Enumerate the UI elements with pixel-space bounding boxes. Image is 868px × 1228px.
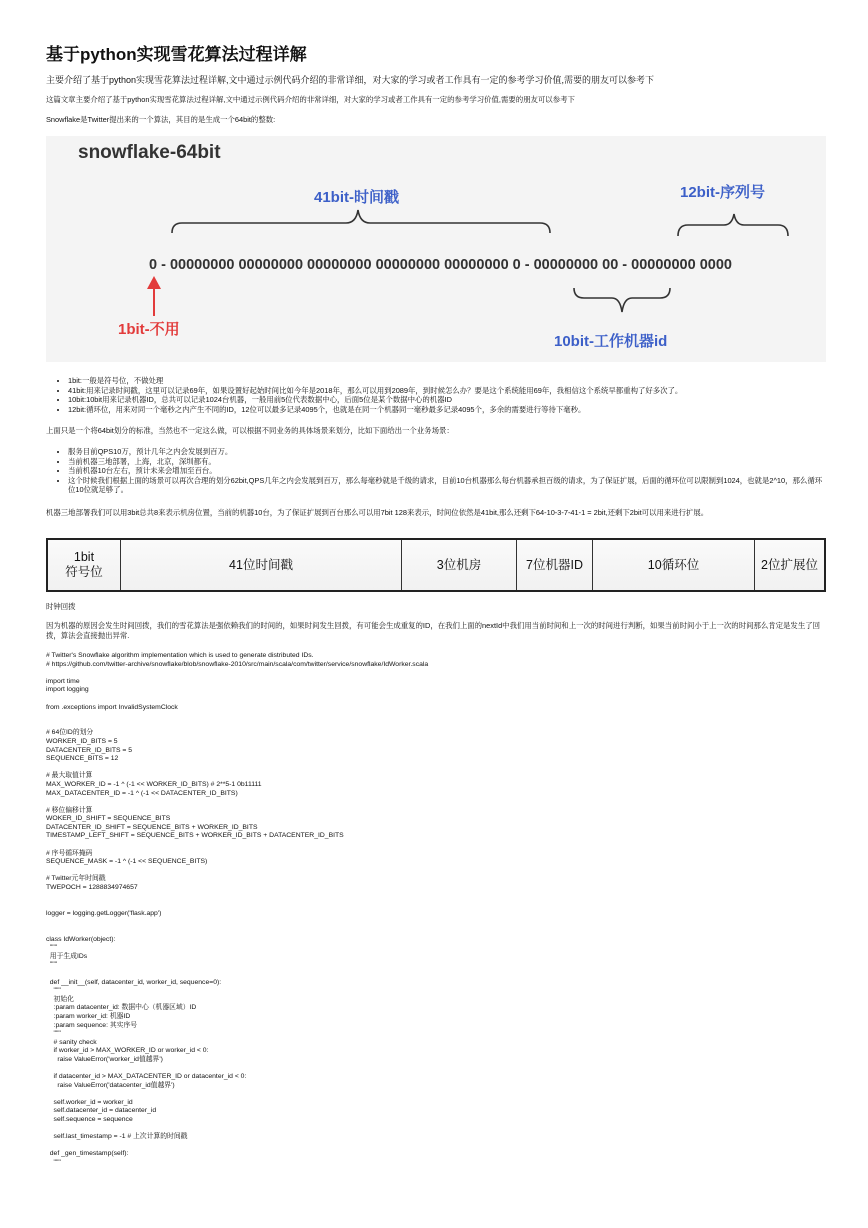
article-paragraph-6: 因为机器的原因会发生时间回拨，我们的雪花算法是强依赖我们的时间的，如果时间发生回拨，有可能会生成重复的ID，在我们上面的nextId中我们用当前时间和上一次的时间进行判断，如果当前时间小于上一次的时间那么肯定是发生了回拨，算法会直接抛出异常. — [46, 621, 820, 640]
table-cell-machine: 7位机器ID — [517, 540, 593, 590]
brace-timestamp — [172, 210, 550, 233]
table-cell-extension: 2位扩展位 — [761, 557, 818, 572]
bits-string: 0 - 00000000 00000000 00000000 00000000 00000000 0 - 00000000 00 - 00000000 0000 — [149, 257, 732, 273]
article-intro: 主要介绍了基于python实现雪花算法过程详解,文中通过示例代码介绍的非常详细，对大家的学习或者工作具有一定的参考学习价值,需要的朋友可以参考下 — [46, 75, 655, 85]
label-timestamp: 41bit-时间戳 — [314, 189, 400, 206]
scenario-list — [46, 447, 828, 495]
label-machine: 10bit-工作机器id — [554, 333, 668, 350]
list-item: • 当前机器三地部署，上海，北京，深圳都有。 — [68, 457, 828, 467]
list-item: • 这个时候我们根据上面的场景可以再次合理的划分62bit,QPS几年之内会发展到百万，那么每毫秒就是千级的请求，目前10台机器那么每台机器承担百级的请求，为了保证扩展，后面的循环位可以限制到1024，也就是2^10，那么循环位10位就足够了。 — [68, 476, 828, 495]
list-item: • 服务目前QPS10万，预计几年之内会发展到百万。 — [68, 447, 828, 457]
article-paragraph-1: 这篇文章主要介绍了基于python实现雪花算法过程详解,文中通过示例代码介绍的非常详细，对大家的学习或者工作具有一定的参考学习价值,需要的朋友可以参考下 — [46, 95, 575, 104]
code-block: # Twitter's Snowflake algorithm implementation which is used to generate distributed IDs. # https://github.com/twitter-archive/snowflake/blob/snowflake-2010/src/main/scala/com/twitter/service/snowflake/IdWorker.scala import time import logging from .exceptions import InvalidSystemClock # 64位ID的划分 WORKER_ID_BITS = 5 DATACENTER_ID_BITS = 5 SEQUENCE_BITS = 12 # 最大取值计算 MAX_WORKER_ID = -1 ^ (-1 << WORKER_ID_BITS) # 2**5-1 0b11111 MAX_DATACENTER_ID = -1 ^ (-1 << DATACENTER_ID_BITS) # 移位偏移计算 WOKER_ID_SHIFT = SEQUENCE_BITS DATACENTER_ID_SHIFT = SEQUENCE_BITS + WORKER_ID_BITS TIMESTAMP_LEFT_SHIFT = SEQUENCE_BITS + WORKER_ID_BITS + DATACENTER_ID_BITS # 序号循环掩码 SEQUENCE_MASK = -1 ^ (-1 << SEQUENCE_BITS) # Twitter元年时间戳 TWEPOCH = 1288834974657 logger = logging.getLogger('flask.app') class IdWorker(object): """ 用于生成IDs """ def __init__(self, datacenter_id, worker_id, sequence=0): """ 初始化 :param datacenter_id: 数据中心（机器区域）ID :param worker_id: 机器ID :param sequence: 其实序号 """ # sanity check if worker_id > MAX_WORKER_ID or worker_id < 0: raise ValueError('worker_id值越界') if datacenter_id > MAX_DATACENTER_ID or datacenter_id < 0: raise ValueError('datacenter_id值越界') self.worker_id = worker_id self.datacenter_id = datacenter_id self.sequence = sequence self.last_timestamp = -1 # 上次计算的时间戳 def _gen_timestamp(self): """ — [46, 652, 429, 1167]
table-cell-datacenter: 3位机房 — [402, 540, 517, 590]
label-sequence: 12bit-序列号 — [680, 184, 766, 201]
list-item: • 41bit:用来记录时间戳，这里可以记录69年，如果设置好起始时间比如今年是2018年，那么可以用到2089年，到时候怎么办？要是这个系统能用69年，我相信这个系统早都重构了好多次了。 — [68, 386, 828, 396]
article-paragraph-3: 上面只是一个将64bit划分的标准，当然也不一定这么做，可以根据不同业务的具体场景来划分，比如下面给出一个业务场景： — [46, 426, 454, 435]
label-unused: 1bit-不用 — [118, 321, 180, 338]
table-cell-sequence: 10循环位 — [593, 540, 755, 590]
article-title: 基于python实现雪花算法过程详解 — [46, 45, 307, 64]
list-item: • 10bit:10bit用来记录机器ID，总共可以记录1024台机器，一般用前5位代表数据中心，后面5位是某个数据中心的机器ID — [68, 395, 828, 405]
article-paragraph-2: Snowflake是Twitter提出来的一个算法，其目的是生成一个64bit的整数: — [46, 115, 276, 124]
bits-list — [46, 376, 828, 414]
brace-sequence — [678, 214, 788, 236]
table-cell-timestamp: 41位时间戳 — [121, 540, 402, 590]
arrow-unused-head — [147, 276, 161, 289]
figure-heading: snowflake-64bit — [78, 142, 221, 163]
snowflake-diagram — [46, 136, 826, 362]
snowflake-figure — [46, 136, 826, 362]
list-item: • 1bit:一般是符号位，不做处理 — [68, 376, 828, 386]
bit-allocation-table — [46, 538, 826, 592]
brace-machine — [574, 288, 670, 312]
section-heading-clock: 时钟回拨 — [46, 602, 76, 611]
article-paragraph-4: 机器三地部署我们可以用3bit总共8来表示机房位置，当前的机器10台，为了保证扩展到百台那么可以用7bit 128来表示，时间位依然是41bit,那么还剩下64-10-3-7-41-1 = 2bit,还剩下2bit可以用来进行扩展。 — [46, 508, 709, 517]
list-item: • 当前机器10台左右，预计未来会增加至百台。 — [68, 466, 828, 476]
table-cell-sign: 1bit 符号位 — [48, 540, 121, 590]
list-item: • 12bit:循环位，用来对同一个毫秒之内产生不同的ID，12位可以最多记录4095个，也就是在同一个机器同一毫秒最多记录4095个，多余的需要进行等待下毫秒。 — [68, 405, 828, 415]
